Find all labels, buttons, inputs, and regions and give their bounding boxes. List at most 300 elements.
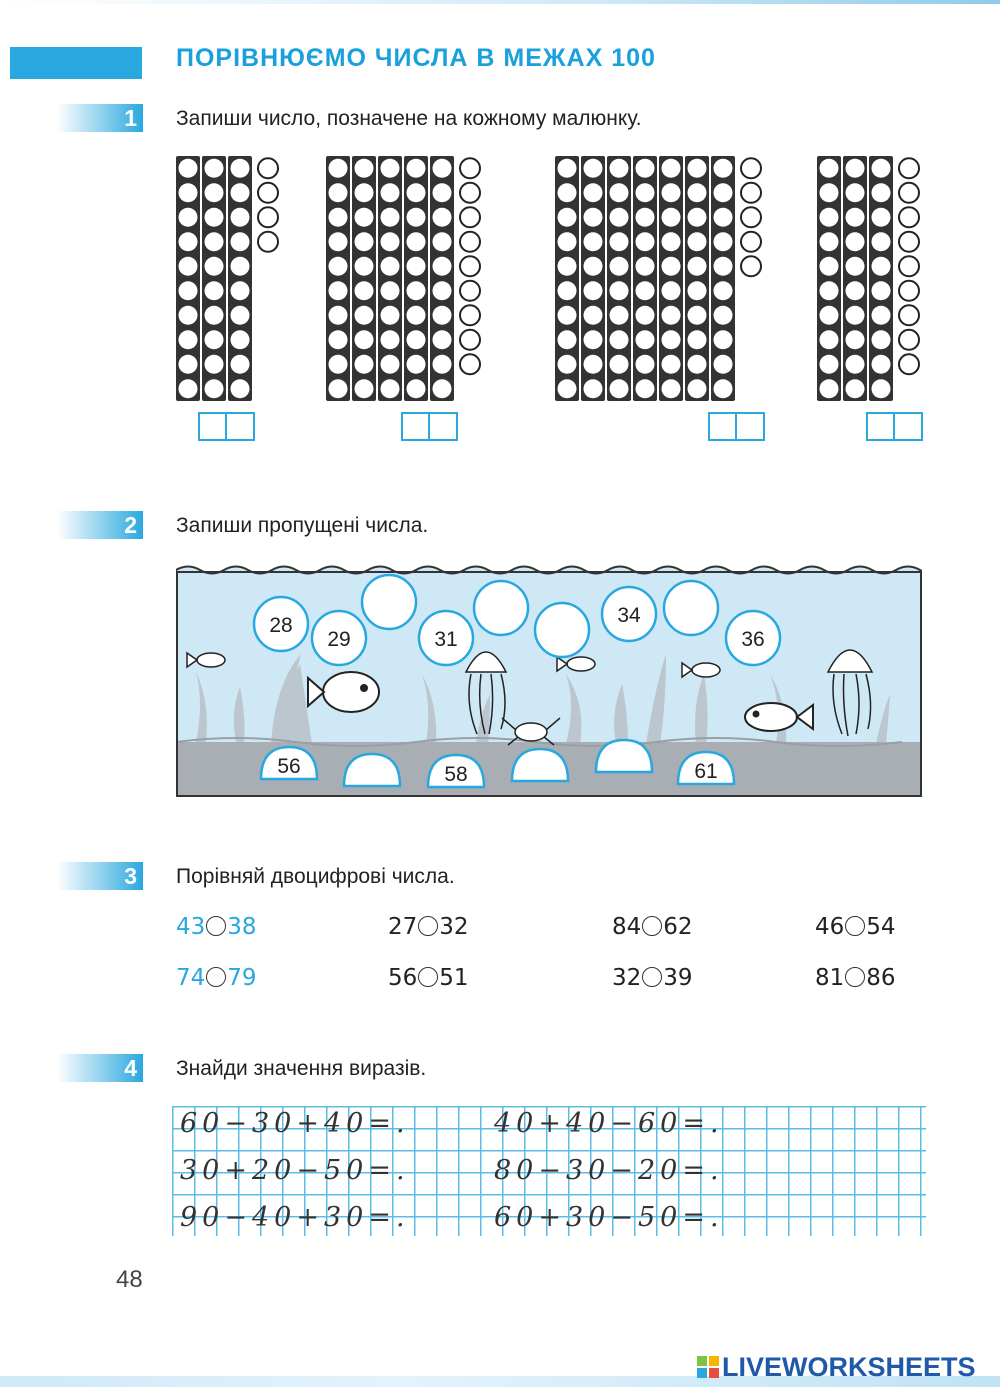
ten-circle [636, 208, 655, 227]
answer-box-1-ones[interactable] [225, 412, 255, 441]
ten-circle [584, 257, 603, 276]
counting-group-drawing [174, 154, 284, 403]
compare-left-number: 27 [388, 914, 418, 940]
ten-circle [355, 306, 374, 325]
ten-circle [846, 306, 865, 325]
one-circle [899, 232, 919, 252]
compare-pair-7 [612, 965, 693, 991]
ten-circle [205, 159, 224, 178]
stone-label: 56 [277, 755, 301, 778]
ten-circle [662, 330, 681, 349]
ten-circle [872, 232, 891, 251]
ten-circle [846, 281, 865, 300]
ten-circle [407, 232, 426, 251]
ten-circle [662, 306, 681, 325]
stone-number [261, 747, 317, 779]
ten-circle [820, 257, 839, 276]
ten-circle [636, 330, 655, 349]
ten-circle [872, 257, 891, 276]
ten-circle [846, 183, 865, 202]
ten-circle [584, 208, 603, 227]
ten-circle [584, 355, 603, 374]
bubble-number [726, 611, 780, 665]
ten-circle [329, 330, 348, 349]
one-circle [741, 232, 761, 252]
ten-circle [662, 232, 681, 251]
ten-circle [231, 306, 250, 325]
compare-sign-slot[interactable] [642, 916, 662, 936]
ten-circle [433, 232, 452, 251]
ten-circle [329, 355, 348, 374]
ten-circle [179, 159, 198, 178]
ten-circle [846, 208, 865, 227]
counting-group-drawing [553, 154, 767, 403]
page-title: ПОРІВНЮЄМО ЧИСЛА В МЕЖАХ 100 [176, 44, 656, 72]
ten-circle [179, 281, 198, 300]
ten-circle [872, 330, 891, 349]
ten-circle [688, 159, 707, 178]
ten-circle [558, 257, 577, 276]
task-1-instruction: Запиши число, позначене на кожному малюнку. [176, 107, 642, 130]
ten-circle [636, 355, 655, 374]
ten-circle [231, 330, 250, 349]
ten-circle [355, 281, 374, 300]
stone-label: 61 [694, 760, 718, 783]
one-circle [460, 256, 480, 276]
task-1-badge [57, 104, 143, 132]
compare-left-number: 32 [612, 965, 642, 991]
ten-circle [872, 355, 891, 374]
ten-circle [329, 379, 348, 398]
ten-circle [407, 208, 426, 227]
ten-circle [329, 232, 348, 251]
ten-circle [179, 355, 198, 374]
ten-circle [584, 330, 603, 349]
one-circle [899, 207, 919, 227]
ten-circle [231, 379, 250, 398]
compare-right-number: 38 [227, 914, 257, 940]
stone-empty[interactable] [344, 754, 400, 786]
task-2-badge [57, 511, 143, 539]
ten-circle [636, 159, 655, 178]
stone-number [678, 752, 734, 784]
ten-circle [381, 355, 400, 374]
ten-circle [355, 330, 374, 349]
expression-2[interactable]: 40+40−60=. [494, 1108, 724, 1139]
ten-circle [355, 355, 374, 374]
answer-box-4-tens[interactable] [866, 412, 896, 441]
ten-circle [610, 355, 629, 374]
one-circle [741, 183, 761, 203]
ten-circle [231, 159, 250, 178]
ten-circle [205, 281, 224, 300]
ten-circle [558, 306, 577, 325]
compare-sign-slot[interactable] [418, 916, 438, 936]
ten-circle [381, 330, 400, 349]
ten-circle [610, 379, 629, 398]
one-circle [741, 158, 761, 178]
answer-box-3-tens[interactable] [708, 412, 738, 441]
ten-circle [381, 379, 400, 398]
compare-pair-1 [176, 914, 257, 940]
one-circle [460, 330, 480, 350]
ten-circle [872, 306, 891, 325]
ten-circle [872, 159, 891, 178]
ten-circle [329, 208, 348, 227]
expression-6[interactable]: 60+30−50=. [494, 1202, 724, 1233]
title-accent-bar [10, 47, 142, 79]
ten-circle [636, 306, 655, 325]
ten-circle [558, 208, 577, 227]
answer-box-3-ones[interactable] [735, 412, 765, 441]
ten-circle [205, 306, 224, 325]
ten-circle [433, 330, 452, 349]
ten-circle [662, 379, 681, 398]
ten-circle [688, 183, 707, 202]
bubble-number [602, 587, 656, 641]
ten-circle [820, 355, 839, 374]
ten-circle [407, 355, 426, 374]
ten-circle [714, 232, 733, 251]
compare-pair-8 [815, 965, 896, 991]
ten-circle [636, 281, 655, 300]
compare-pair-4 [815, 914, 896, 940]
bubble-empty[interactable] [474, 581, 528, 635]
ten-circle [820, 232, 839, 251]
compare-pair-3 [612, 914, 693, 940]
ten-circle [179, 208, 198, 227]
one-circle [460, 354, 480, 374]
counting-group-1 [174, 154, 284, 408]
one-circle [460, 183, 480, 203]
ten-circle [688, 306, 707, 325]
ten-circle [688, 208, 707, 227]
ten-circle [688, 281, 707, 300]
ten-circle [205, 183, 224, 202]
ten-circle [433, 379, 452, 398]
one-circle [258, 207, 278, 227]
aquarium-scene [176, 562, 922, 798]
compare-left-number: 84 [612, 914, 642, 940]
ten-circle [662, 257, 681, 276]
bubble-label: 28 [269, 614, 293, 637]
ten-circle [205, 330, 224, 349]
ten-circle [610, 257, 629, 276]
ten-circle [407, 306, 426, 325]
ten-circle [205, 257, 224, 276]
ten-circle [231, 281, 250, 300]
ten-circle [355, 257, 374, 276]
expression-3[interactable]: 30+20−50=. [180, 1155, 410, 1186]
ten-circle [610, 306, 629, 325]
compare-sign-slot[interactable] [642, 967, 662, 987]
compare-right-number: 32 [439, 914, 469, 940]
bubble-number [254, 597, 308, 651]
compare-pair-5 [176, 965, 257, 991]
ten-circle [872, 208, 891, 227]
compare-sign-slot[interactable] [206, 967, 226, 987]
answer-box-2-tens[interactable] [401, 412, 431, 441]
ten-circle [433, 281, 452, 300]
ten-circle [355, 232, 374, 251]
ten-circle [558, 330, 577, 349]
ten-circle [231, 183, 250, 202]
one-circle [258, 158, 278, 178]
ten-circle [610, 330, 629, 349]
counting-group-3 [553, 154, 767, 408]
one-circle [741, 207, 761, 227]
bubble-empty[interactable] [362, 575, 416, 629]
compare-left-number: 56 [388, 965, 418, 991]
ten-circle [179, 232, 198, 251]
ten-circle [714, 281, 733, 300]
one-circle [899, 330, 919, 350]
ten-circle [714, 306, 733, 325]
one-circle [460, 207, 480, 227]
one-circle [741, 256, 761, 276]
ten-circle [820, 159, 839, 178]
compare-sign-slot[interactable] [845, 967, 865, 987]
task-2-number: 2 [124, 512, 137, 538]
one-circle [258, 232, 278, 252]
ten-circle [433, 257, 452, 276]
ten-circle [846, 257, 865, 276]
ten-circle [636, 183, 655, 202]
ten-circle [355, 208, 374, 227]
task-4-badge [57, 1054, 143, 1082]
stone-empty[interactable] [596, 740, 652, 772]
ten-circle [355, 379, 374, 398]
bubble-label: 36 [741, 628, 765, 651]
compare-pair-6 [388, 965, 469, 991]
ten-circle [610, 281, 629, 300]
ten-circle [846, 159, 865, 178]
task-4-instruction: Знайди значення виразів. [176, 1057, 427, 1080]
ten-circle [662, 183, 681, 202]
ten-circle [205, 232, 224, 251]
ten-circle [688, 330, 707, 349]
ten-circle [381, 257, 400, 276]
ten-circle [558, 232, 577, 251]
ten-circle [558, 159, 577, 178]
compare-sign-slot[interactable] [206, 916, 226, 936]
ten-circle [714, 159, 733, 178]
ten-circle [610, 232, 629, 251]
compare-right-number: 54 [866, 914, 896, 940]
ten-circle [584, 159, 603, 178]
expression-4[interactable]: 80−30−20=. [494, 1155, 724, 1186]
answer-box-2-ones[interactable] [428, 412, 458, 441]
liveworksheets-logo-icon [697, 1356, 719, 1378]
ten-circle [662, 159, 681, 178]
ten-circle [610, 159, 629, 178]
ten-circle [636, 379, 655, 398]
ten-circle [381, 208, 400, 227]
stone-number [428, 755, 484, 787]
task-1-number: 1 [124, 105, 137, 131]
answer-box-4-ones[interactable] [893, 412, 923, 441]
task-3-number: 3 [124, 863, 137, 889]
one-circle [899, 256, 919, 276]
ten-circle [662, 281, 681, 300]
ten-circle [558, 355, 577, 374]
compare-left-number: 46 [815, 914, 845, 940]
ten-circle [820, 208, 839, 227]
ten-circle [584, 183, 603, 202]
bubble-number [419, 611, 473, 665]
ten-circle [179, 257, 198, 276]
compare-left-number: 81 [815, 965, 845, 991]
ten-circle [558, 183, 577, 202]
ten-circle [846, 232, 865, 251]
compare-right-number: 86 [866, 965, 896, 991]
ten-circle [820, 379, 839, 398]
one-circle [258, 183, 278, 203]
ten-circle [355, 159, 374, 178]
ten-circle [407, 257, 426, 276]
ten-circle [714, 257, 733, 276]
counting-group-drawing [324, 154, 486, 403]
ten-circle [407, 159, 426, 178]
ten-circle [610, 183, 629, 202]
ten-circle [231, 257, 250, 276]
expression-5[interactable]: 90−40+30=. [180, 1202, 410, 1233]
one-circle [460, 232, 480, 252]
ten-circle [872, 379, 891, 398]
ten-circle [820, 306, 839, 325]
ten-circle [636, 257, 655, 276]
compare-left-number: 74 [176, 965, 206, 991]
bubble-label: 31 [434, 628, 458, 651]
compare-left-number: 43 [176, 914, 206, 940]
ten-circle [584, 379, 603, 398]
expression-1[interactable]: 60−30+40=. [180, 1108, 410, 1139]
page-number: 48 [116, 1266, 143, 1293]
one-circle [460, 158, 480, 178]
one-circle [899, 281, 919, 301]
ten-circle [205, 208, 224, 227]
ten-circle [381, 232, 400, 251]
ten-circle [820, 183, 839, 202]
ten-circle [558, 281, 577, 300]
ten-circle [433, 208, 452, 227]
ten-circle [205, 355, 224, 374]
compare-right-number: 51 [439, 965, 469, 991]
one-circle [460, 305, 480, 325]
ten-circle [636, 232, 655, 251]
ten-circle [179, 183, 198, 202]
bubble-empty[interactable] [664, 581, 718, 635]
one-circle [460, 281, 480, 301]
task-3-instruction: Порівняй двоцифрові числа. [176, 865, 455, 888]
ten-circle [407, 330, 426, 349]
ten-circle [231, 355, 250, 374]
ten-circle [872, 183, 891, 202]
ten-circle [381, 159, 400, 178]
ten-circle [872, 281, 891, 300]
ten-circle [179, 306, 198, 325]
ten-circle [433, 183, 452, 202]
ten-circle [381, 306, 400, 325]
stone-label: 58 [444, 763, 468, 786]
answer-box-1-tens[interactable] [198, 412, 228, 441]
ten-circle [381, 281, 400, 300]
ten-circle [820, 281, 839, 300]
ten-circle [714, 183, 733, 202]
compare-right-number: 62 [663, 914, 693, 940]
ten-circle [433, 306, 452, 325]
ten-circle [231, 208, 250, 227]
ten-circle [688, 355, 707, 374]
task-2-instruction: Запиши пропущені числа. [176, 514, 429, 537]
ten-circle [231, 232, 250, 251]
ten-circle [846, 379, 865, 398]
ten-circle [329, 159, 348, 178]
ten-circle [846, 330, 865, 349]
bubble-empty[interactable] [535, 603, 589, 657]
one-circle [899, 158, 919, 178]
ten-circle [714, 355, 733, 374]
ten-circle [407, 281, 426, 300]
ten-circle [329, 257, 348, 276]
ten-circle [584, 232, 603, 251]
compare-pair-2 [388, 914, 469, 940]
ten-circle [662, 355, 681, 374]
one-circle [899, 183, 919, 203]
ten-circle [820, 330, 839, 349]
counting-group-4 [815, 154, 925, 408]
ten-circle [688, 379, 707, 398]
one-circle [899, 305, 919, 325]
ten-circle [714, 379, 733, 398]
top-decor-line [0, 0, 1000, 4]
bubble-label: 34 [617, 604, 641, 627]
ten-circle [329, 281, 348, 300]
task-4-number: 4 [124, 1055, 137, 1081]
ten-circle [846, 355, 865, 374]
ten-circle [179, 330, 198, 349]
ten-circle [662, 208, 681, 227]
liveworksheets-watermark: LIVEWORKSHEETS [722, 1352, 976, 1382]
bubble-label: 29 [327, 628, 351, 651]
bubble-number [312, 611, 366, 665]
ten-circle [433, 355, 452, 374]
task-3-badge [57, 862, 143, 890]
compare-sign-slot[interactable] [845, 916, 865, 936]
ten-circle [558, 379, 577, 398]
ten-circle [205, 379, 224, 398]
ten-circle [688, 232, 707, 251]
ten-circle [714, 208, 733, 227]
stone-empty[interactable] [512, 749, 568, 781]
ten-circle [433, 159, 452, 178]
ten-circle [610, 208, 629, 227]
ten-circle [584, 306, 603, 325]
ten-circle [179, 379, 198, 398]
ten-circle [688, 257, 707, 276]
ten-circle [407, 379, 426, 398]
one-circle [899, 354, 919, 374]
ten-circle [714, 330, 733, 349]
compare-right-number: 79 [227, 965, 257, 991]
ten-circle [329, 183, 348, 202]
counting-group-drawing [815, 154, 925, 403]
compare-right-number: 39 [663, 965, 693, 991]
compare-sign-slot[interactable] [418, 967, 438, 987]
counting-group-2 [324, 154, 486, 408]
ten-circle [329, 306, 348, 325]
ten-circle [584, 281, 603, 300]
